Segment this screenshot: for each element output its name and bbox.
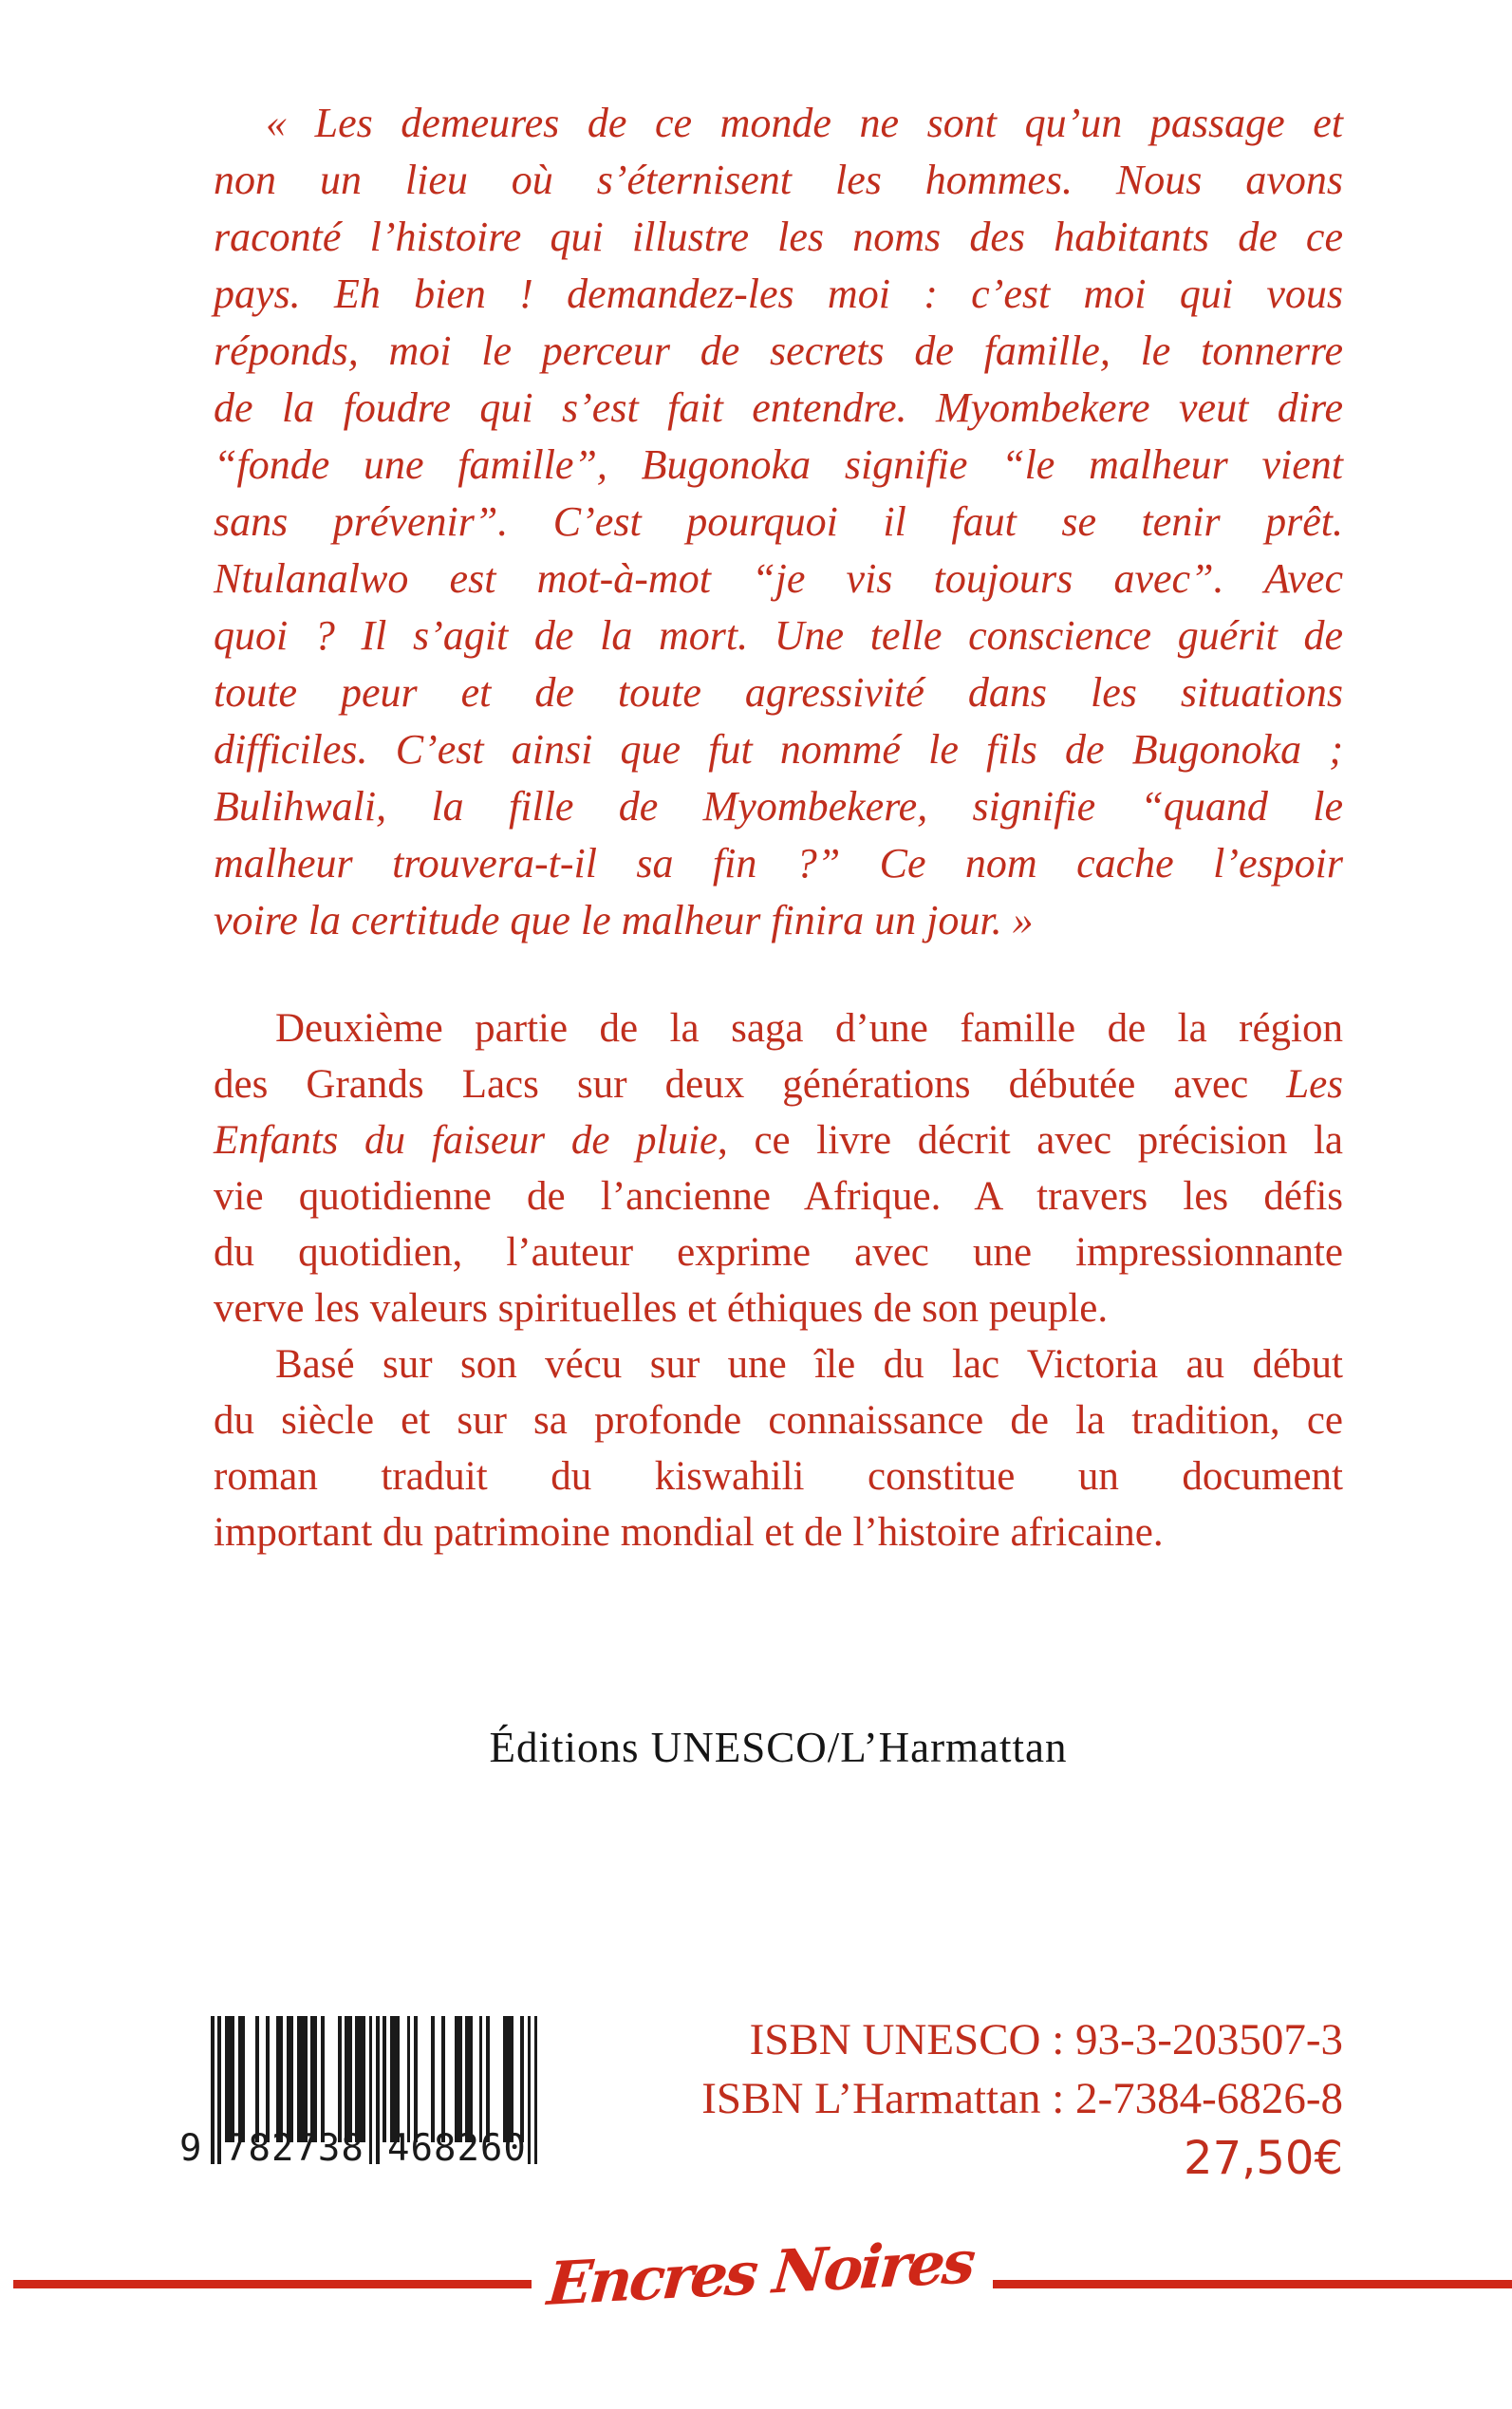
- text-line: [214, 1224, 1343, 1280]
- text-segment: important du patrimoine mondial et de l’histoire africaine.: [214, 1510, 1164, 1555]
- quote-line: « Les demeures de ce monde ne sont qu’un passage et: [266, 100, 1343, 146]
- text-segment: Basé sur son vécu sur une île du lac Victoria au début: [275, 1342, 1343, 1387]
- barcode: [179, 2016, 539, 2177]
- text-line: [214, 1448, 1343, 1504]
- quote-line: quoi ? Il s’agit de la mort. Une telle conscience guérit de: [214, 612, 1343, 659]
- quote-block: [214, 95, 1343, 949]
- isbn-unesco: ISBN UNESCO : 93-3-203507-3: [749, 2015, 1343, 2064]
- quote-line: difficiles. C’est ainsi que fut nommé le fils de Bugonoka ;: [214, 726, 1343, 773]
- encres-noires-logo: Encres Noires: [544, 2226, 977, 2319]
- text-line: [214, 1168, 1343, 1224]
- quote-line: pays. Eh bien ! demandez-les moi : c’est moi qui vous: [214, 271, 1343, 317]
- text-line: [214, 1336, 1343, 1392]
- text-line: [214, 1504, 1343, 1560]
- text-line: [214, 1000, 1343, 1056]
- text-segment: , ce livre décrit avec précision la: [718, 1118, 1344, 1163]
- italic-segment: Enfants du faiseur de pluie: [214, 1118, 719, 1163]
- barcode-bar: [534, 2016, 538, 2164]
- text-segment: des Grands Lacs sur deux générations débutée avec: [214, 1062, 1287, 1107]
- quote-line: Ntulanalwo est mot-à-mot “je vis toujours avec”. Avec: [214, 555, 1343, 602]
- isbn-block: [701, 2010, 1343, 2189]
- text-segment: du siècle et sur sa profonde connaissance de la tradition, ce: [214, 1398, 1343, 1443]
- quote-line: voire la certitude que le malheur finira un jour. »: [214, 897, 1034, 943]
- quote-line: “fonde une famille”, Bugonoka signifie “le malheur vient: [214, 441, 1343, 488]
- text-line: [214, 1056, 1343, 1112]
- text-segment: roman traduit du kiswahili constitue un document: [214, 1454, 1343, 1499]
- blurb-block: [214, 1000, 1343, 1560]
- quote-line: raconté l’histoire qui illustre les noms des habitants de ce: [214, 214, 1343, 260]
- text-segment: du quotidien, l’auteur exprime avec une impressionnante: [214, 1230, 1343, 1275]
- quote-line: réponds, moi le perceur de secrets de famille, le tonnerre: [214, 327, 1343, 374]
- text-line: [214, 1392, 1343, 1448]
- quote-line: malheur trouvera-t-il sa fin ?” Ce nom cache l’espoir: [214, 840, 1343, 887]
- quote-line: Bulihwali, la fille de Myombekere, signifie “quand le: [214, 783, 1343, 830]
- footer-rule-left: [13, 2280, 532, 2288]
- publisher-line: Éditions UNESCO/L’Harmattan: [489, 1724, 1068, 1771]
- price: 27,50€: [1184, 2132, 1343, 2185]
- quote-line: de la foudre qui s’est fait entendre. Myombekere veut dire: [214, 384, 1343, 431]
- barcode-first-digit: 9: [179, 2127, 202, 2170]
- quote-line: non un lieu où s’éternisent les hommes. Nous avons: [214, 157, 1343, 203]
- isbn-harmattan: ISBN L’Harmattan : 2-7384-6826-8: [701, 2074, 1343, 2123]
- text-segment: verve les valeurs spirituelles et éthiques de son peuple.: [214, 1286, 1109, 1331]
- barcode-right-digits: 468260: [387, 2127, 527, 2170]
- text-segment: vie quotidienne de l’ancienne Afrique. A travers les défis: [214, 1174, 1343, 1219]
- italic-segment: Les: [1286, 1062, 1343, 1107]
- footer-rule-right: [993, 2280, 1512, 2288]
- text-line: [214, 1280, 1343, 1336]
- barcode-left-digits: 782738: [225, 2127, 364, 2170]
- quote-line: toute peur et de toute agressivité dans les situations: [214, 669, 1343, 716]
- text-segment: Deuxième partie de la saga d’une famille de la région: [275, 1006, 1343, 1051]
- text-line: [214, 1112, 1343, 1168]
- quote-line: sans prévenir”. C’est pourquoi il faut se tenir prêt.: [214, 498, 1343, 545]
